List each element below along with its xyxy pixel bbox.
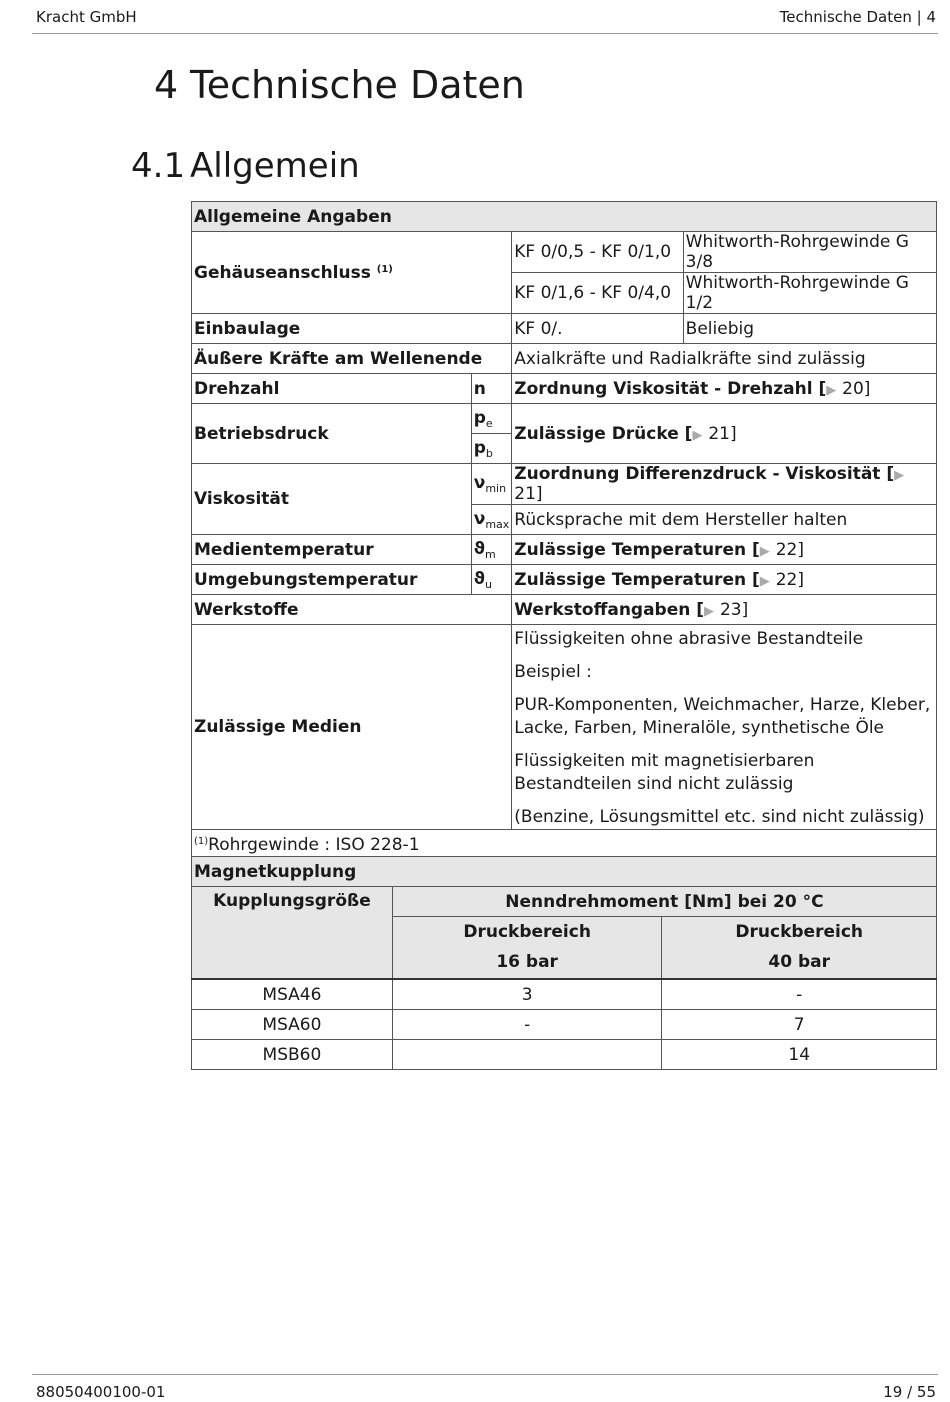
ambient-temp-label: Umgebungstemperatur <box>192 565 472 595</box>
torque-40: - <box>662 979 937 1010</box>
ambient-temp-page-link[interactable]: 22] <box>775 569 804 590</box>
range-40: 40 bar <box>662 946 937 979</box>
viscosity-value: Zuordnung Differenzdruck - Viskosität [ <box>514 464 895 484</box>
medium-temp-label: Medientemperatur <box>192 535 472 565</box>
housing-size-2: KF 0/1,6 - KF 0/4,0 <box>512 273 683 314</box>
chapter-heading <box>154 62 525 108</box>
page-footer <box>32 1374 938 1402</box>
table-row <box>192 404 937 434</box>
media-line: Flüssigkeiten ohne abrasive Bestandteile <box>514 629 864 649</box>
media-line: Flüssigkeiten mit magnetisierbaren Bestandteilen sind nicht zulässig <box>514 751 815 794</box>
page-ref-icon: ▶ <box>759 573 770 589</box>
media-line: PUR-Komponenten, Weichmacher, Harze, Kleber, Lacke, Farben, Mineralöle, synthetische Öle <box>514 695 931 738</box>
magnetic-coupling-table <box>191 856 937 1070</box>
section-heading <box>131 145 360 187</box>
footnote-ref: (1) <box>376 263 393 275</box>
section-title: Allgemein <box>190 146 360 186</box>
table-row <box>192 314 937 344</box>
footnote-mark: (1) <box>194 835 209 847</box>
section-number: 4.1 <box>131 146 186 186</box>
table-row <box>192 1010 937 1040</box>
table-row <box>192 595 937 625</box>
pressure-value-cell <box>512 404 937 464</box>
table-row <box>192 565 937 595</box>
ambient-temp-symbol: $ϑ_u$ <box>471 565 512 595</box>
document-number: 88050400100-01 <box>36 1383 166 1401</box>
install-value: Beliebig <box>683 314 936 344</box>
pressure-value: Zulässige Drücke [ <box>514 423 693 444</box>
range-label-40: Druckbereich <box>662 917 937 947</box>
table-row <box>192 1040 937 1070</box>
media-line: Beispiel : <box>514 662 592 682</box>
forces-label: Äußere Kräfte am Wellenende <box>192 344 512 374</box>
pressure-symbol-pe: $p_e$ <box>471 404 512 434</box>
table-row <box>192 374 937 404</box>
speed-page-link[interactable]: 20] <box>842 378 871 399</box>
speed-value-cell <box>512 374 937 404</box>
pressure-page-link[interactable]: 21] <box>708 423 737 444</box>
footnote <box>192 830 937 860</box>
page-ref-icon: ▶ <box>759 543 770 559</box>
table-row <box>192 464 937 505</box>
media-label: Zulässige Medien <box>192 625 512 830</box>
torque-16 <box>392 1040 662 1070</box>
header-company: Kracht GmbH <box>36 8 137 26</box>
table-row <box>192 232 937 273</box>
speed-symbol: n <box>471 374 512 404</box>
materials-label: Werkstoffe <box>192 595 512 625</box>
page-ref-icon: ▶ <box>826 382 837 398</box>
medium-temp-value: Zulässige Temperaturen [ <box>514 539 760 560</box>
torque-header: Nenndrehmoment [Nm] bei 20 °C <box>392 887 936 917</box>
torque-16: - <box>392 1010 662 1040</box>
torque-16: 3 <box>392 979 662 1010</box>
page-ref-icon: ▶ <box>704 603 715 619</box>
page-ref-icon: ▶ <box>692 427 703 443</box>
torque-40: 14 <box>662 1040 937 1070</box>
size-header: Kupplungsgröße <box>192 887 393 980</box>
viscosity-value-2: Rücksprache mit dem Hersteller halten <box>512 505 937 535</box>
install-size: KF 0/. <box>512 314 683 344</box>
housing-thread-1: Whitworth-Rohrgewinde G 3/8 <box>683 232 936 273</box>
forces-value: Axialkräfte und Radialkräfte sind zulässig <box>512 344 937 374</box>
viscosity-label: Viskosität <box>192 464 472 535</box>
table-row <box>192 535 937 565</box>
housing-size-1: KF 0/0,5 - KF 0/1,0 <box>512 232 683 273</box>
table-header-row <box>192 202 937 232</box>
general-data-table <box>191 201 937 860</box>
table-row <box>192 625 937 830</box>
chapter-number: 4 <box>154 63 179 107</box>
table-row <box>192 979 937 1010</box>
medium-temp-symbol: $ϑ_m$ <box>471 535 512 565</box>
coupling-size: MSA46 <box>192 979 393 1010</box>
viscosity-symbol-max: $\nu_{max}$ <box>471 505 512 535</box>
materials-page-link[interactable]: 23] <box>719 599 749 620</box>
media-line: (Benzine, Lösungsmittel etc. sind nicht zulässig) <box>514 807 925 827</box>
table-title: Magnetkupplung <box>192 857 937 887</box>
viscosity-symbol-min: $\nu_{min}$ <box>471 464 512 505</box>
ambient-temp-value-cell <box>512 565 937 595</box>
coupling-size: MSB60 <box>192 1040 393 1070</box>
pressure-symbol-pb: $p_b$ <box>471 434 512 464</box>
housing-thread-2: Whitworth-Rohrgewinde G 1/2 <box>683 273 936 314</box>
range-label-16: Druckbereich <box>392 917 662 947</box>
page-header <box>32 0 938 34</box>
coupling-size: MSA60 <box>192 1010 393 1040</box>
materials-value-cell <box>512 595 937 625</box>
page-number: 19 / 55 <box>883 1383 936 1401</box>
footnote-text: Rohrgewinde : ISO 228-1 <box>208 834 420 855</box>
footnote-row <box>192 830 937 860</box>
table-title: Allgemeine Angaben <box>192 202 937 232</box>
pressure-label: Betriebsdruck <box>192 404 472 464</box>
table-header-row <box>192 857 937 887</box>
medium-temp-page-link[interactable]: 22] <box>775 539 804 560</box>
torque-40: 7 <box>662 1010 937 1040</box>
media-value-cell <box>512 625 937 830</box>
housing-label-cell <box>192 232 512 314</box>
speed-label: Drehzahl <box>192 374 472 404</box>
viscosity-value-cell <box>512 464 937 505</box>
housing-label: Gehäuseanschluss <box>194 262 371 283</box>
install-label: Einbaulage <box>192 314 512 344</box>
table-header-row <box>192 887 937 917</box>
table-row <box>192 344 937 374</box>
ambient-temp-value: Zulässige Temperaturen [ <box>514 569 760 590</box>
speed-value: Zordnung Viskosität - Drehzahl [ <box>514 378 827 399</box>
header-section: Technische Daten | 4 <box>779 8 936 26</box>
materials-value: Werkstoffangaben [ <box>514 599 705 620</box>
viscosity-page-link[interactable]: 21] <box>514 484 543 504</box>
page-ref-icon: ▶ <box>894 468 905 483</box>
chapter-title: Technische Daten <box>190 63 525 107</box>
range-16: 16 bar <box>392 946 662 979</box>
medium-temp-value-cell <box>512 535 937 565</box>
